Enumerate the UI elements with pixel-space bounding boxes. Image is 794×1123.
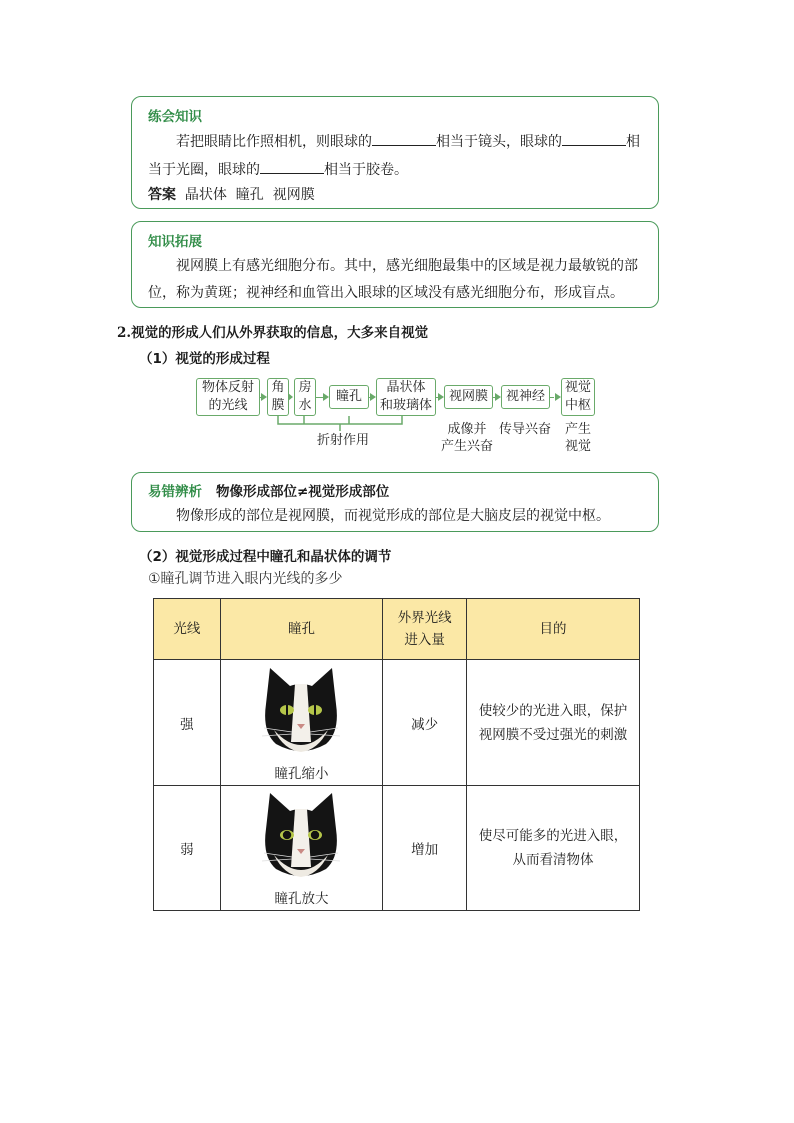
mistake-text: 物像形成的部位是视网膜，而视觉形成的部位是大脑皮层的视觉中枢。	[176, 508, 610, 524]
q-text-1b: 相当于镜头，眼球的	[436, 134, 562, 150]
flow-arrowhead	[323, 393, 329, 401]
flow-box-cornea: 角 膜	[267, 378, 289, 416]
table-row	[154, 660, 640, 786]
answer-blank-1	[372, 129, 436, 146]
cell-purpose: 使尽可能多的光进入眼， 从而看清物体	[467, 786, 640, 911]
practice-box	[131, 96, 659, 209]
mistake-box	[131, 472, 659, 532]
flow-arrowhead	[261, 393, 267, 401]
section-heading: 2.视觉的形成人们从外界获取的信息，大多来自视觉	[117, 325, 429, 341]
sub-heading-1: （1）视觉的形成过程	[139, 351, 270, 367]
flow-box-lens: 晶状体 和玻璃体	[376, 378, 436, 416]
practice-box-title: 练会知识	[148, 109, 202, 125]
cell-purpose: 使较少的光进入眼，保护 视网膜不受过强光的刺激	[467, 660, 640, 786]
extend-line2: 位，称为黄斑；视神经和血管出入眼球的区域没有感光细胞分布，形成盲点。	[148, 285, 624, 301]
practice-answer	[148, 181, 315, 209]
flow-arrowhead	[438, 393, 444, 401]
flow-arrowhead	[370, 393, 376, 401]
practice-question-line2	[148, 156, 408, 184]
answer-text: 晶状体 瞳孔 视网膜	[184, 187, 315, 203]
sub-heading-2: （2）视觉形成过程中瞳孔和晶状体的调节	[139, 549, 392, 565]
extend-box-title: 知识拓展	[148, 234, 202, 250]
header-light: 光线	[154, 599, 221, 660]
q-text-1c: 相	[626, 134, 640, 150]
extend-line1: 视网膜上有感光细胞分布。其中，感光细胞最集中的区域是视力最敏锐的部	[176, 258, 638, 274]
cell-light: 弱	[154, 786, 221, 911]
refraction-bracket	[270, 414, 410, 432]
table-header-row	[154, 599, 640, 660]
flow-arrowhead	[555, 393, 561, 401]
cell-amount: 增加	[383, 786, 467, 911]
table-row	[154, 786, 640, 911]
center-label: 产生 视觉	[564, 422, 591, 454]
flow-box-center: 视觉 中枢	[561, 378, 595, 416]
header-purpose: 目的	[467, 599, 640, 660]
practice-question-line1	[176, 128, 640, 156]
cell-pupil	[220, 786, 383, 911]
flow-arrow	[316, 397, 323, 398]
flow-box-light: 物体反射 的光线	[196, 378, 260, 416]
q-text-2b: 相当于胶卷。	[324, 162, 408, 178]
cat-dilated-pupil-image	[256, 789, 346, 881]
cell-amount: 减少	[383, 660, 467, 786]
flow-box-aqueous: 房 水	[294, 378, 316, 416]
q-text-2a: 当于光圈，眼球的	[148, 162, 260, 178]
cell-light: 强	[154, 660, 221, 786]
flow-arrow	[550, 397, 554, 398]
flow-box-nerve: 视神经	[501, 385, 550, 409]
cat-constricted-pupil-image	[256, 664, 346, 756]
retina-label: 成像并 产生兴奋	[440, 422, 493, 454]
q-text-1a: 若把眼睛比作照相机，则眼球的	[176, 134, 372, 150]
answer-blank-2	[562, 129, 626, 146]
answer-label: 答案	[148, 187, 176, 203]
header-pupil: 瞳孔	[220, 599, 383, 660]
refraction-label: 折射作用	[316, 433, 369, 448]
flow-box-retina: 视网膜	[444, 385, 493, 409]
mistake-box-title	[148, 480, 389, 500]
pupil-caption: 瞳孔缩小	[274, 765, 329, 782]
cell-pupil	[220, 660, 383, 786]
sub-item-1: ①瞳孔调节进入眼内光线的多少	[148, 571, 343, 587]
extend-box	[131, 221, 659, 308]
flow-arrowhead	[288, 393, 293, 401]
answer-blank-3	[260, 157, 324, 174]
header-amount: 外界光线 进入量	[383, 599, 467, 660]
mistake-title-label: 易错辨析	[148, 484, 202, 500]
pupil-table	[153, 598, 640, 911]
nerve-label: 传导兴奋	[498, 422, 551, 437]
flow-box-pupil: 瞳孔	[329, 385, 369, 409]
flow-arrowhead	[495, 393, 501, 401]
pupil-caption: 瞳孔放大	[274, 891, 329, 907]
mistake-title-rest: 物像形成部位≠视觉形成部位	[216, 484, 390, 500]
